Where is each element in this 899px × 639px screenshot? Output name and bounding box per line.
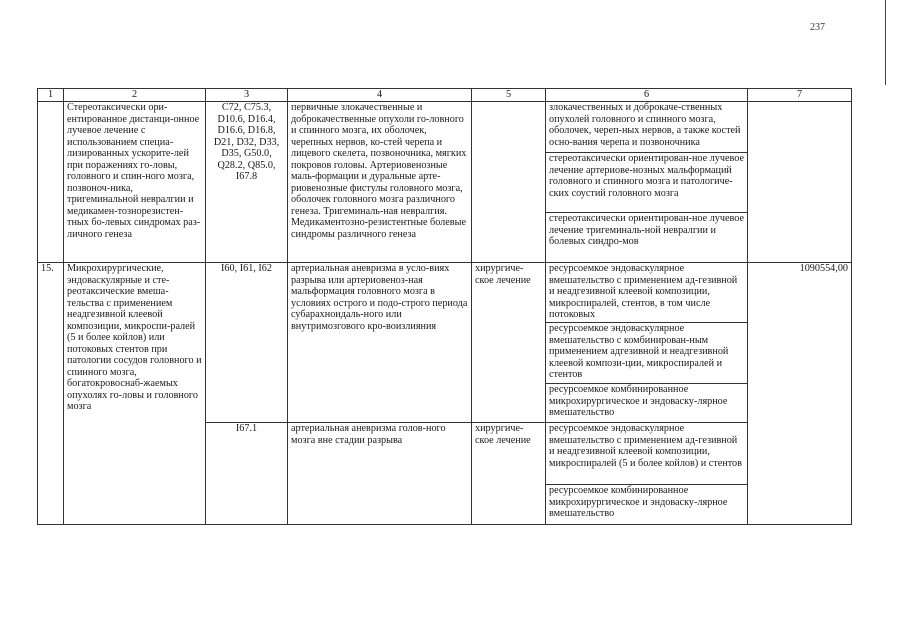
patient-model: первичные злокачественные и доброкачественные опухоли го-ловного и спинного мозга, их оболочек, черепных нервов, ко-стей черепа и лицевого скелета, позвоночника, мягких покровов головы. Артериовенозные маль-формации и дуральные арте-риовенозные фистулы головного мозга, оболочек головного мозга различного генеза. Тригеминаль-ная невралгия. Медикаментозно-резистентные болевые синдромы различного генеза [288, 102, 472, 263]
treatment-method: злокачественных и доброкаче-ственных опухолей головного и спинного мозга, оболочек, череп-ных нервов, а также костей осно-вания черепа и позвоночника [546, 102, 748, 153]
table-row [38, 263, 852, 323]
treatment-type [472, 102, 546, 263]
treatment-method: ресурсоемкое эндоваскулярное вмешательство с применением ад-гезивной и неадгезивной клеевой композиции, микроспиралей (5 и более койлов) и стентов [546, 423, 748, 485]
patient-model: артериальная аневризма в усло-виях разрыва или артериовеноз-ная мальформация головного мозга в условиях острого и подо-строго периода субарахноидаль-ного или внутримозгового кро-воизлияния [288, 263, 472, 423]
scan-edge-line [885, 0, 886, 85]
column-number-3: 3 [206, 89, 288, 102]
row-number: 15. [38, 263, 64, 525]
treatment-method: ресурсоемкое эндоваскулярное вмешательство с комбинирован-ным применением адгезивной и неадгезивной клеевой компози-ции, микроспиралей и стентов [546, 323, 748, 384]
treatment-method: ресурсоемкое комбинированное микрохирургическое и эндоваску-лярное вмешательство [546, 485, 748, 525]
treatment-type: хирургиче-ское лечение [472, 263, 546, 423]
table-row [38, 102, 852, 153]
column-number-2: 2 [64, 89, 206, 102]
column-number-1: 1 [38, 89, 64, 102]
treatment-method: стереотаксически ориентирован-ное лучевое лечение артериове-нозных мальформаций головного и спинного мозга и патологиче-ских соустий головного мозга [546, 153, 748, 213]
icd-codes: I60, I61, I62 [206, 263, 288, 423]
intervention-name: Микрохирургические, эндоваскулярные и сте-реотаксические вмеша-тельства с применением неадгезивной клеевой композиции, микроспи-ралей (5 и более койлов) или потоковых стентов при патологии сосудов головного и спинного мозга, богатокровоснаб-жаемых опухолях го-ловы и головного мозга [64, 263, 206, 525]
icd-codes: I67.1 [206, 423, 288, 525]
treatment-method: стереотаксически ориентирован-ное лучевое лечение тригеминаль-ной невралгии и болевых синдро-мов [546, 213, 748, 263]
treatment-method: ресурсоемкое эндоваскулярное вмешательство с применением ад-гезивной и неадгезивной клеевой композиции, микроспиралей, стентов, в том числе потоковых [546, 263, 748, 323]
medical-care-table [37, 88, 852, 525]
column-number-row [38, 89, 852, 102]
document-sheet [37, 88, 851, 558]
patient-model: артериальная аневризма голов-ного мозга вне стадии разрыва [288, 423, 472, 525]
treatment-type: хирургиче-ское лечение [472, 423, 546, 525]
page-number: 237 [810, 22, 825, 33]
row-number [38, 102, 64, 263]
icd-codes: C72, C75.3, D10.6, D16.4, D16.6, D16.8, D21, D32, D33, D35, G50.0, Q28.2, Q85.0, I67.8 [206, 102, 288, 263]
column-number-7: 7 [748, 89, 852, 102]
column-number-4: 4 [288, 89, 472, 102]
treatment-method: ресурсоемкое комбинированное микрохирургическое и эндоваску-лярное вмешательство [546, 384, 748, 423]
cost-value: 1090554,00 [748, 263, 852, 525]
column-number-5: 5 [472, 89, 546, 102]
column-number-6: 6 [546, 89, 748, 102]
cost-value [748, 102, 852, 263]
intervention-name: Стереотаксически ори-ентированное дистанци-онное лучевое лечение с использованием специа-лизированных ускорите-лей при поражениях го-ловы, головного и спин-ного мозга, позвоноч-ника, тригеминальной невралгии и медикамен-тознорезистен-тных бо-левых синдромах раз-личного генеза [64, 102, 206, 263]
